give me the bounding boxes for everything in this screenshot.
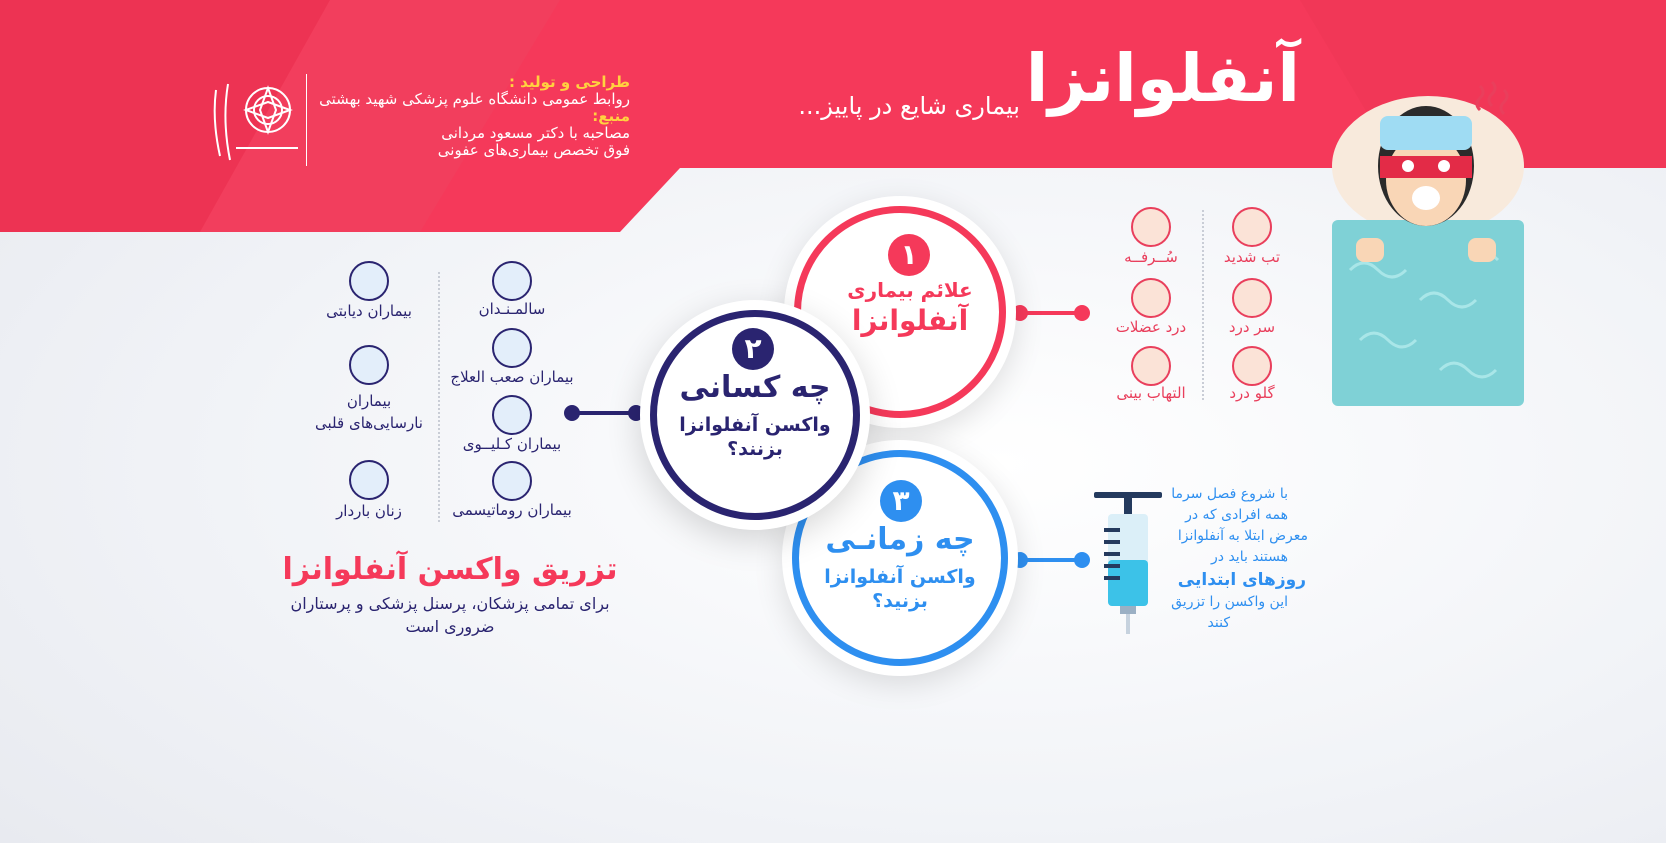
design-label: طراحی و تولید : [508, 73, 630, 91]
timing-line6: کنند [1207, 615, 1230, 631]
rheumatism-icon [492, 461, 532, 501]
timing-line1: با شروع فصل سرما [1171, 486, 1288, 502]
vaccine-note-line1: برای تمامی پزشکان، پرسنل پزشکی و پرستاران [290, 594, 610, 613]
source-line-2: فوق تخصص بیماری‌های عفونی [437, 141, 630, 159]
timing-line3: معرض ابتلا به آنفلوانزا [1177, 528, 1308, 544]
timing-line2: همه افرادی که در [1185, 507, 1288, 523]
group-label: بیماران کـلیــوی [462, 435, 562, 453]
symptom-label: سر درد [1228, 318, 1276, 336]
source-line-1: مصاحبه با دکتر مسعود مردانی [441, 124, 630, 142]
groups-divider [438, 272, 440, 522]
timing-title-line1: چه زمانـی [825, 522, 975, 557]
group-label: سالمـنـدان [478, 300, 546, 318]
timing-title-line3: بزنید؟ [872, 590, 928, 612]
symptom-label: التهاب بینی [1116, 384, 1186, 402]
group-label: بیماران صعب العلاج [450, 368, 574, 386]
kidney-icon [492, 395, 532, 435]
who-title-line3: بزنند؟ [727, 438, 783, 460]
source-label: منبع: [592, 107, 630, 125]
symptom-label: سُــرفــه [1124, 248, 1178, 266]
diabetes-icon [349, 261, 389, 301]
symptoms-title-line2: آنفلوانزا [851, 304, 969, 337]
symptom-label: درد عضلات [1115, 318, 1187, 336]
timing-highlight: روزهای ابتدایی [1177, 570, 1306, 590]
step-3-badge: ۳ [880, 480, 922, 522]
who-title-line2: واکسن آنفلوانزا [679, 414, 831, 436]
page-title: آنفلوانزا [1025, 40, 1300, 117]
symptoms-title-line1: علائم بیماری [847, 278, 973, 302]
heart-icon [349, 345, 389, 385]
group-label: بیماران دیابتی [326, 302, 412, 320]
timing-title-line2: واکسن آنفلوانزا [824, 566, 976, 588]
timing-line5: این واکسن را تزریق [1171, 594, 1288, 610]
group-label: بیماران نارسایی‌های قلبی [315, 392, 423, 432]
vaccine-note-title: تزریق واکسن آنفلوانزا [282, 552, 618, 587]
group-label: زنان باردار [336, 502, 402, 520]
symptom-label: تب شدید [1223, 248, 1281, 266]
design-value: روابط عمومی دانشگاه علوم پزشکی شهید بهشتی [319, 90, 630, 108]
step-1-badge: ۱ [888, 234, 930, 276]
step-2-badge: ۲ [732, 328, 774, 370]
timing-line4: هستند باید در [1211, 549, 1288, 565]
symptom-label: گلو درد [1229, 384, 1275, 402]
who-title-line1: چه کسانی [679, 370, 831, 405]
group-label: بیماران روماتیسمی [452, 501, 572, 519]
hard-to-treat-icon [492, 328, 532, 368]
elderly-icon [492, 261, 532, 301]
pregnant-icon [349, 460, 389, 500]
page-subtitle: بیماری شایع در پاییز... [798, 92, 1020, 120]
vaccine-note-line2: ضروری است [405, 617, 495, 636]
